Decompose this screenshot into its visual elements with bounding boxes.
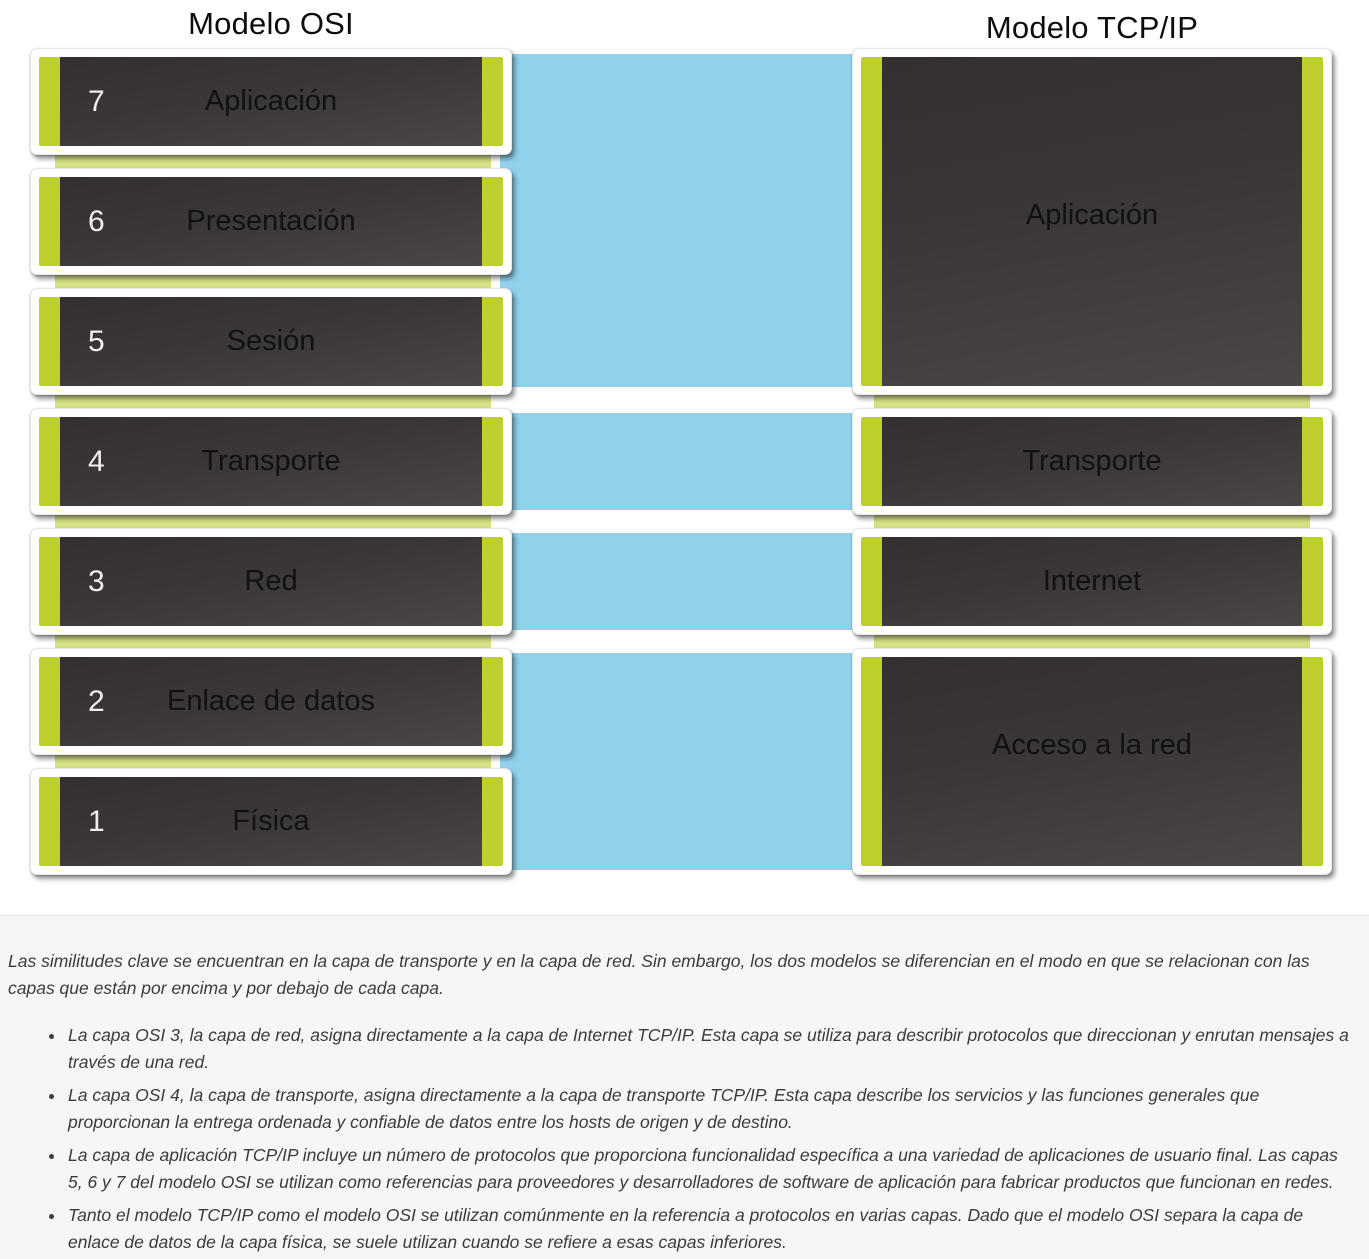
mapping-band-network-access	[500, 653, 864, 870]
notes-bullet-list	[8, 1022, 1355, 1256]
osi-layer-number: 4	[88, 444, 105, 478]
osi-layer-label: Red	[244, 565, 298, 597]
notes-bullet: • Tanto el modelo TCP/IP como el modelo OSI se utilizan comúnmente en la referencia a protocolos en varias capas. Dado que el modelo OSI separa la capa de enlace de datos de la capa física, se suele utilizan cuando se refiere a esas capas inferiores.	[66, 1202, 1355, 1256]
tcpip-column-title: Modelo TCP/IP	[985, 10, 1199, 45]
osi-layer-box-4	[30, 408, 512, 515]
tcpip-layer-box-network-access	[852, 648, 1332, 875]
osi-layer-box-6	[30, 168, 512, 275]
osi-layer-label: Sesión	[226, 325, 316, 357]
notes-panel	[0, 915, 1369, 1259]
mapping-band-application	[500, 54, 864, 387]
notes-paragraph: Las similitudes clave se encuentran en la capa de transporte y en la capa de red. Sin embargo, los dos modelos se diferencian en el modo en que se relacionan con las capas que están por encima y por debajo de cada capa.	[8, 951, 1310, 998]
tcpip-layer-label: Aplicación	[1025, 199, 1159, 231]
osi-column-title: Modelo OSI	[188, 6, 354, 41]
mapping-band-internet	[500, 533, 864, 630]
osi-layer-label: Transporte	[201, 445, 341, 477]
osi-layer-number: 3	[88, 564, 105, 598]
tcpip-layer-box-internet	[852, 528, 1332, 635]
osi-layer-label: Enlace de datos	[167, 685, 375, 717]
osi-layer-label: Presentación	[186, 205, 356, 237]
notes-bullet: • La capa OSI 4, la capa de transporte, asigna directamente a la capa de transporte TCP/IP. Esta capa describe los servicios y las funciones generales que proporcionan la entrega ordenada y confiable de datos entre los hosts de origen y de destino.	[66, 1082, 1355, 1136]
tcpip-layer-label: Acceso a la red	[992, 729, 1192, 761]
tcpip-layer-label: Internet	[1042, 565, 1142, 597]
tcpip-layer-box-application	[852, 48, 1332, 395]
osi-layer-box-1	[30, 768, 512, 875]
tcpip-layer-box-transport	[852, 408, 1332, 515]
osi-layer-number: 2	[88, 684, 105, 718]
osi-layer-label: Aplicación	[204, 85, 338, 117]
osi-layer-box-2	[30, 648, 512, 755]
osi-layer-number: 7	[88, 84, 105, 118]
osi-layer-box-5	[30, 288, 512, 395]
osi-layer-box-7	[30, 48, 512, 155]
osi-layer-number: 1	[88, 804, 105, 838]
osi-layer-number: 6	[88, 204, 105, 238]
osi-layer-label: Física	[232, 805, 310, 837]
osi-layer-number: 5	[88, 324, 105, 358]
osi-layer-box-3	[30, 528, 512, 635]
tcpip-layer-label: Transporte	[1022, 445, 1162, 477]
notes-bullet: • La capa OSI 3, la capa de red, asigna directamente a la capa de Internet TCP/IP. Esta capa se utiliza para describir protocolos que direccionan y enrutan mensajes a través de una red.	[66, 1022, 1355, 1076]
mapping-band-transport	[500, 413, 864, 510]
notes-bullet: • La capa de aplicación TCP/IP incluye un número de protocolos que proporciona funcionalidad específica a una variedad de aplicaciones de usuario final. Las capas 5, 6 y 7 del modelo OSI se utilizan como referencias para proveedores y desarrolladores de software de aplicación para fabricar productos que funcionan en redes.	[66, 1142, 1355, 1196]
